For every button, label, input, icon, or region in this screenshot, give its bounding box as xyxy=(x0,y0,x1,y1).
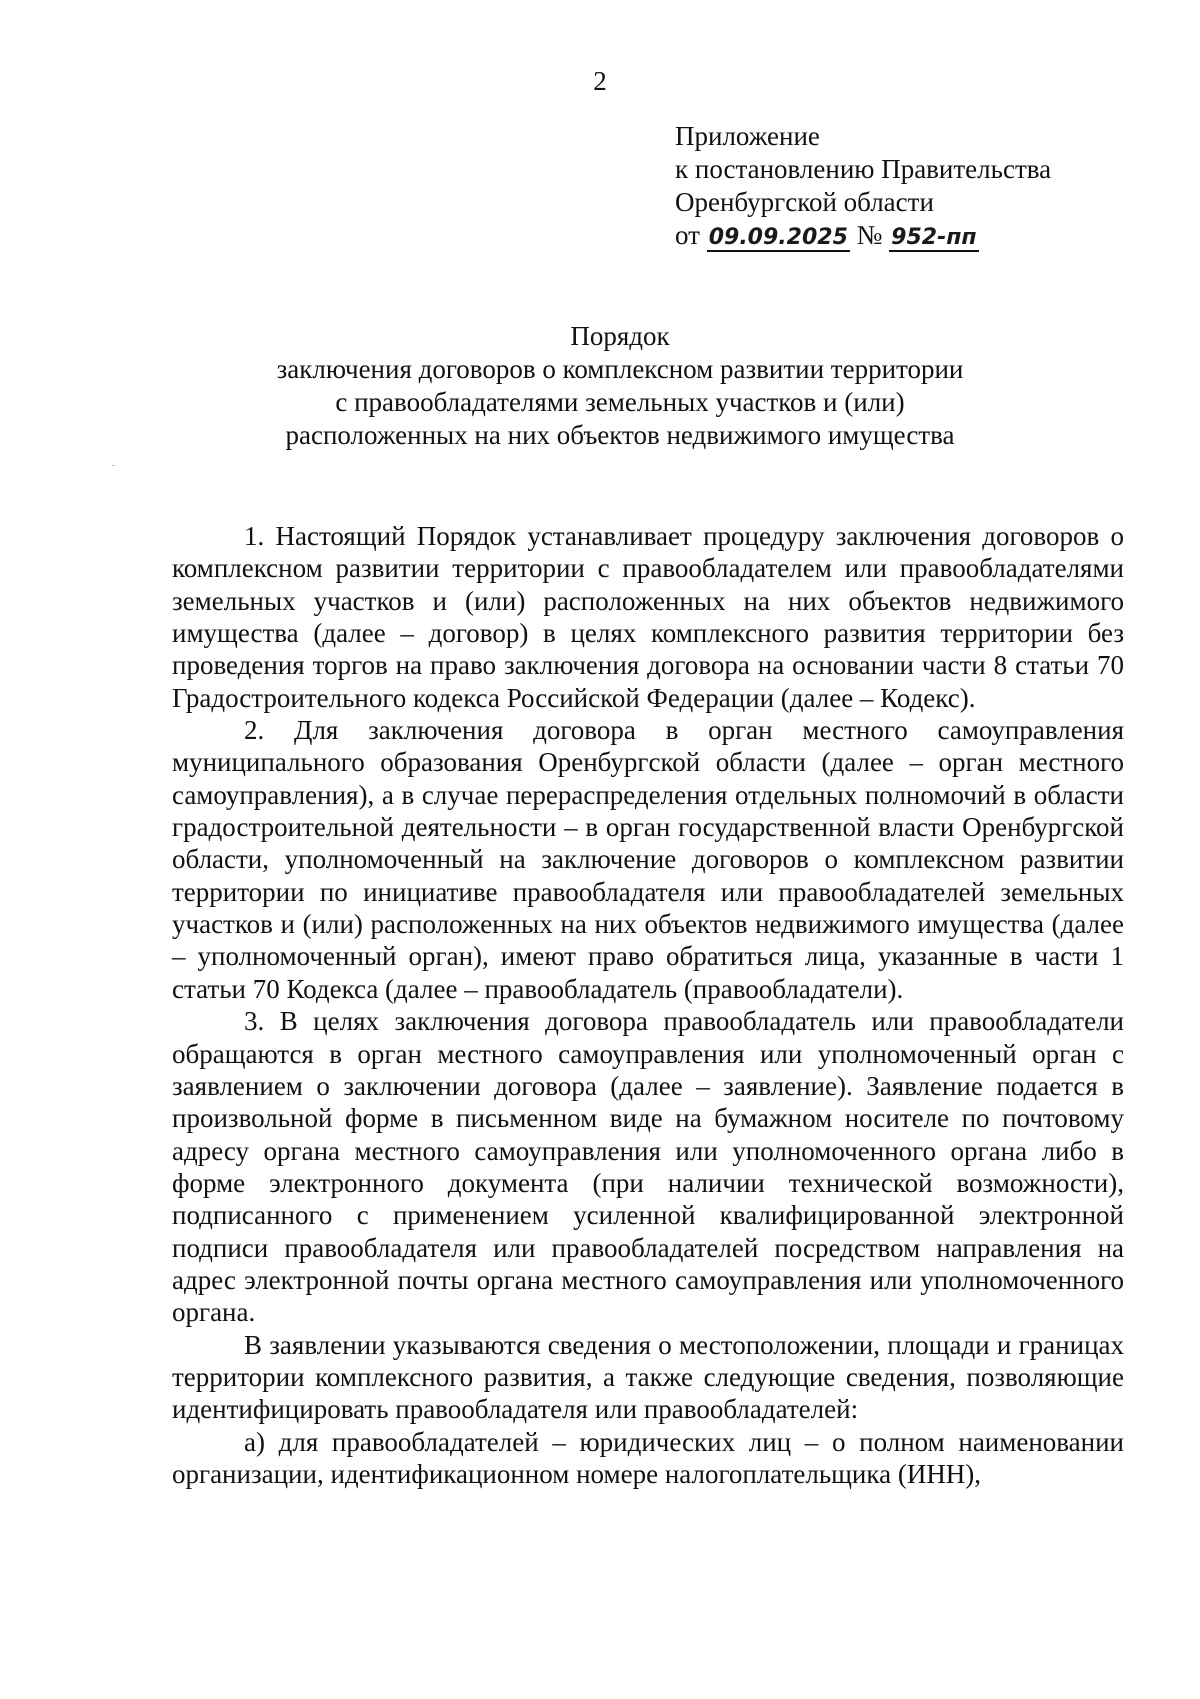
paragraph-5: а) для правообладателей – юридических лиц – о полном наименовании организации, идентификационном номере налогоплательщика (ИНН), xyxy=(172,1426,1124,1489)
paragraph-4: В заявлении указываются сведения о местоположении, площади и границах территории комплексного развития, а также следующие сведения, позволяющие идентифицировать правообладателя или правообладателей: xyxy=(172,1329,1124,1425)
date-underline xyxy=(707,220,850,252)
title-heading: Порядок xyxy=(570,321,670,351)
appendix-resolution-line: к постановлению Правительства xyxy=(675,154,1052,184)
handwritten-date: 09.09.2025 xyxy=(708,225,848,250)
number-label: № xyxy=(856,220,883,250)
number-underline xyxy=(889,220,978,252)
document-title xyxy=(160,320,1080,452)
from-label: от xyxy=(675,220,700,250)
appendix-title: Приложение xyxy=(675,121,820,151)
page-number: 2 xyxy=(593,66,607,96)
title-line-4: расположенных на них объектов недвижимого имущества xyxy=(285,420,955,450)
appendix-region-line: Оренбургской области xyxy=(675,187,934,217)
appendix-date-number-line xyxy=(675,219,1155,254)
title-line-2: заключения договоров о комплексном развитии территории xyxy=(276,354,964,384)
document-body xyxy=(172,520,1124,1490)
title-line-3: с правообладателями земельных участков и (или) xyxy=(335,387,905,417)
margin-mark xyxy=(112,465,115,466)
appendix-block xyxy=(675,120,1155,254)
paragraph-2: 2. Для заключения договора в орган местного самоуправления муниципального образования Оренбургской области (далее – орган местного самоуправления), а в случае перераспределения отдельных полномочий в области градостроительной деятельности – в орган государственной власти Оренбургской области, уполномоченный на заключение договоров о комплексном развитии территории по инициативе правообладателя или правообладателей земельных участков и (или) расположенных на них объектов недвижимого имущества (далее – уполномоченный орган), имеют право обратиться лица, указанные в части 1 статьи 70 Кодекса (далее – правообладатель (правообладатели). xyxy=(172,715,1124,1004)
paragraph-3: 3. В целях заключения договора правообладатель или правообладатели обращаются в орган местного самоуправления или уполномоченный орган с заявлением о заключении договора (далее – заявление). Заявление подается в произвольной форме в письменном виде на бумажном носителе по почтовому адресу органа местного самоуправления или уполномоченного органа либо в форме электронного документа (при наличии технической возможности), подписанного с применением усиленной квалифицированной электронной подписи правообладателя или правообладателей посредством направления на адрес электронной почты органа местного самоуправления или уполномоченного органа. xyxy=(172,1006,1124,1328)
handwritten-number: 952-пп xyxy=(891,225,977,250)
paragraph-1: 1. Настоящий Порядок устанавливает процедуру заключения договоров о комплексном развитии территории с правообладателем или правообладателями земельных участков и (или) расположенных на них объектов недвижимого имущества (далее – договор) в целях комплексного развития территории без проведения торгов на право заключения договора на основании части 8 статьи 70 Градостроительного кодекса Российской Федерации (далее – Кодекс). xyxy=(172,521,1124,713)
